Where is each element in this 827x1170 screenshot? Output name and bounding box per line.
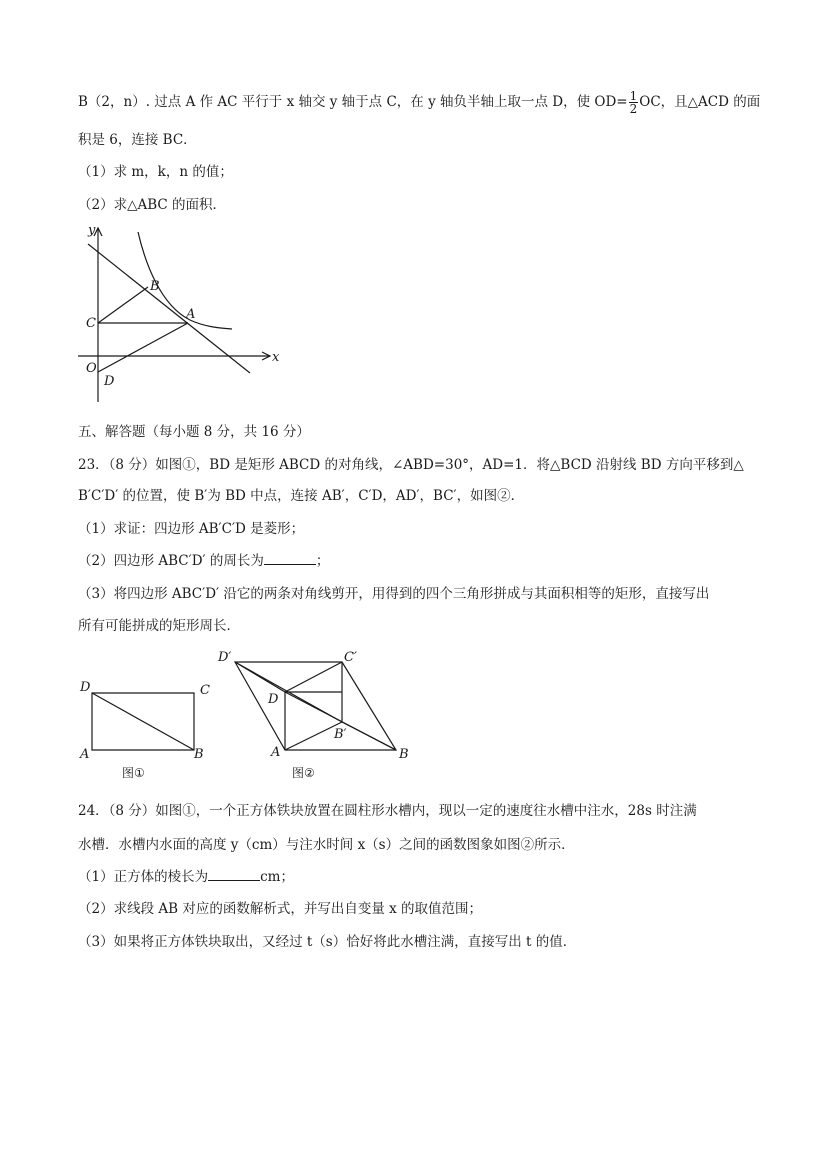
label-a: A <box>186 307 196 322</box>
fig2-label-a: A <box>271 745 281 760</box>
q24-part1-unit: cm； <box>260 869 294 885</box>
q24-part1-text: （1）正方体的棱长为 <box>78 869 209 885</box>
fig2-caption: 图② <box>292 766 315 780</box>
q24-line2: 水槽．水槽内水面的高度 y（cm）与注水时间 x（s）之间的函数图象如图②所示． <box>78 837 575 853</box>
label-o: O <box>86 361 97 376</box>
segment-dc1 <box>285 662 342 692</box>
q22-line2: 积是 6，连接 BC． <box>78 132 197 148</box>
q23-part2-end: ； <box>315 553 330 569</box>
fig2-label-d1: D′ <box>218 650 232 665</box>
q22-line1-a: B（2，n）. 过点 A 作 AC 平行于 x 轴交 y 轴于点 C，在 y 轴负半轴上取一点 D，使 OD= <box>78 94 628 110</box>
section-heading: 五、解答题（每小题 8 分，共 16 分） <box>78 424 310 440</box>
q24-part2: （2）求线段 AB 对应的函数解析式，并写出自变量 x 的取值范围； <box>78 901 483 917</box>
q23-part3-b: 所有可能拼成的矩形周长． <box>78 618 240 634</box>
answer-blank <box>208 868 260 881</box>
q22-line1-b: OC，且△ACD 的面 <box>639 94 761 110</box>
q22-part1: （1）求 m，k，n 的值； <box>78 164 233 180</box>
fig2-label-b: B <box>399 747 409 762</box>
q22-part2: （2）求△ABC 的面积． <box>78 197 227 213</box>
label-c: C <box>86 316 96 331</box>
fig1-label-b: B <box>194 747 204 762</box>
label-d: D <box>104 374 115 389</box>
label-y: y <box>88 223 96 238</box>
q23-part3-a: （3）将四边形 ABC′D′ 沿它的两条对角线剪开，用得到的四个三角形拼成与其面积相等的矩形，直接写出 <box>78 586 710 602</box>
fig2-label-d: D <box>268 692 279 707</box>
label-b: B <box>150 279 160 294</box>
q24-part1 <box>78 868 294 886</box>
fig1-label-c: C <box>200 683 210 698</box>
fraction-numerator: 1 <box>629 89 638 103</box>
q23-part2-text: （2）四边形 ABC′D′ 的周长为 <box>78 553 264 569</box>
q24-part3: （3）如果将正方体铁块取出，又经过 t（s）恰好将此水槽注满，直接写出 t 的值． <box>78 934 577 950</box>
fig1-label-d: D <box>80 680 91 695</box>
diagonal-bd <box>92 693 194 750</box>
fraction-denominator: 2 <box>629 102 638 116</box>
fig1-caption: 图① <box>122 766 145 780</box>
fig2-label-c1: C′ <box>344 650 357 665</box>
q23-line1: 23．（8 分）如图①，BD 是矩形 ABCD 的对角线，∠ABD=30°，AD=1．将△BCD 沿射线 BD 方向平移到△ <box>78 457 744 473</box>
q23-part1: （1）求证：四边形 AB′C′D 是菱形； <box>78 521 305 537</box>
fig1-label-a: A <box>80 747 90 762</box>
label-x: x <box>272 350 280 365</box>
q24-line1: 24．（8 分）如图①，一个正方体铁块放置在圆柱形水槽内，现以一定的速度往水槽中注水，28s 时注满 <box>78 803 697 819</box>
fig2-label-b1: B′ <box>334 727 347 742</box>
q23-line2: B′C′D′ 的位置，使 B′为 BD 中点，连接 AB′，C′D，AD′，BC′，如图②． <box>78 488 525 504</box>
